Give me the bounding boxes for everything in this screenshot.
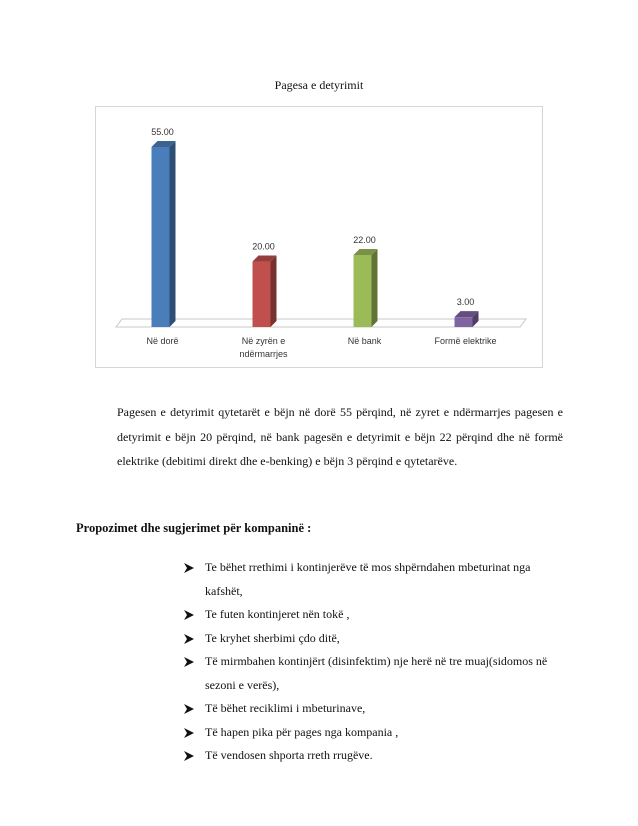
data-label-0: 55.00 bbox=[151, 127, 174, 137]
arrow-bullet-icon bbox=[184, 563, 194, 573]
arrow-bullet-icon bbox=[184, 610, 194, 620]
proposal-text: Te futen kontinjeret nën tokë , bbox=[205, 607, 350, 621]
bar-2 bbox=[354, 255, 372, 327]
bar-chart bbox=[95, 106, 543, 368]
bar-0 bbox=[152, 147, 170, 327]
arrow-bullet-icon bbox=[184, 704, 194, 714]
chart-canvas bbox=[96, 107, 544, 369]
proposal-item bbox=[182, 603, 562, 627]
proposal-item bbox=[182, 650, 562, 697]
arrow-bullet-icon bbox=[184, 634, 194, 644]
category-label-1-line1: ndërmarrjes bbox=[239, 349, 288, 359]
arrow-bullet-icon bbox=[184, 657, 194, 667]
data-label-3: 3.00 bbox=[456, 297, 475, 308]
bar-side-2 bbox=[372, 249, 378, 327]
proposals-list bbox=[182, 556, 562, 768]
bar-1 bbox=[253, 262, 271, 327]
proposal-text: Te kryhet sherbimi çdo ditë, bbox=[205, 630, 340, 645]
data-label-1: 20.00 bbox=[252, 241, 275, 252]
category-label-2: Në bank bbox=[347, 336, 382, 346]
category-label-0: Në dorë bbox=[146, 336, 179, 346]
summary-paragraph: Pagesen e detyrimit qytetarët e bëjn në dorë 55 përqind, në zyret e ndërmarrjes pagesen e detyrimit e bëjn 20 përqind, në bank pagesën e detyrimit e bëjn 22 përqind dhe në formë elektrike (debitimi direkt dhe e-benking) e bëjn 3 përqind e qytetarëve. bbox=[117, 405, 563, 468]
category-label-1: Në zyrën e bbox=[241, 336, 286, 346]
proposal-text: Të mirmbahen kontinjërt (disinfektim) nje herë në tre muaj(sidomos në sezoni e verës), bbox=[205, 654, 548, 692]
proposal-item bbox=[182, 744, 562, 768]
chart-title: Pagesa e detyrimit bbox=[274, 78, 364, 92]
proposal-item bbox=[182, 697, 562, 721]
proposal-text: Te bëhet rrethimi i kontinjerëve të mos shpërndahen mbeturinat nga kafshët, bbox=[205, 560, 531, 598]
proposals-heading: Propozimet dhe sugjerimet për kompaninë : bbox=[76, 521, 312, 535]
data-label-2: 22.00 bbox=[353, 235, 376, 245]
bar-side-1 bbox=[271, 256, 277, 327]
proposal-text: Të bëhet reciklimi i mbeturinave, bbox=[205, 701, 366, 715]
arrow-bullet-icon bbox=[184, 751, 194, 761]
bar-side-0 bbox=[170, 141, 176, 327]
proposal-text: Të hapen pika për pages nga kompania , bbox=[205, 724, 399, 739]
category-label-3: Formë elektrike bbox=[434, 336, 497, 346]
bar-3 bbox=[455, 317, 473, 327]
proposal-item bbox=[182, 721, 562, 745]
proposal-item bbox=[182, 556, 562, 603]
proposal-item bbox=[182, 627, 562, 651]
proposal-text: Të vendosen shporta rreth rrugëve. bbox=[205, 748, 373, 762]
arrow-bullet-icon bbox=[184, 728, 194, 738]
